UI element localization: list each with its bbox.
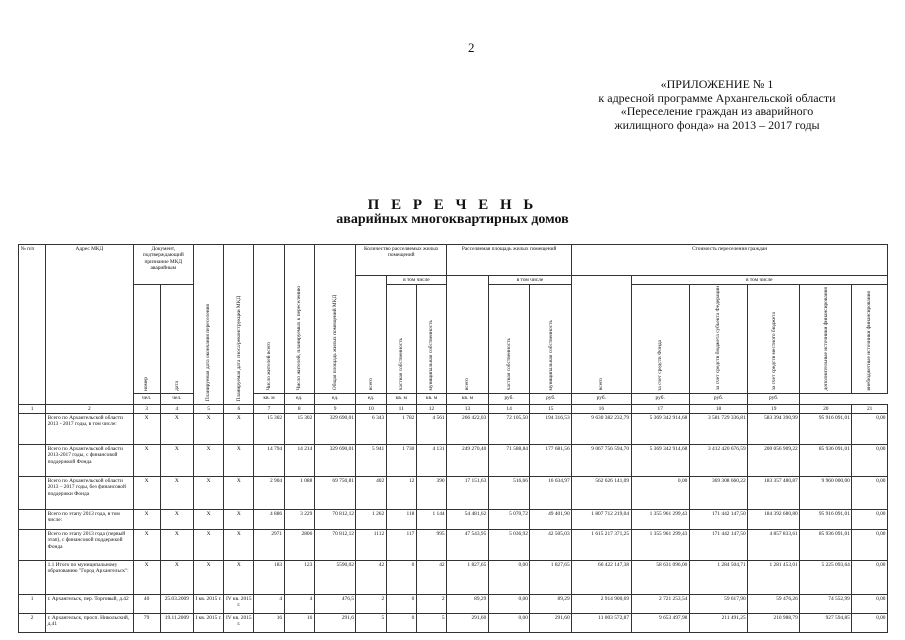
table-cell: Всего по Архангельской области 2013-2017 годы, с финансовой поддержкой Фонда	[46, 444, 134, 476]
table-cell: X	[224, 476, 254, 509]
table-cell: 2 721 253,54	[631, 594, 689, 613]
header-cost-fund: за счет средств Фонда	[631, 285, 689, 393]
table-cell: 194 316,53	[530, 413, 572, 444]
table-cell: 1 355 961 299,43	[631, 529, 689, 560]
table-cell: 1 262	[356, 509, 386, 529]
table-cell: 0,00	[852, 476, 888, 509]
table-row	[19, 509, 888, 529]
table-cell: г. Архангельск, пер. Торговый, д.42	[46, 594, 134, 613]
table-cell: X	[133, 476, 160, 509]
column-number-cell: 4	[160, 404, 193, 413]
unit-cell: кв. м	[254, 393, 284, 404]
table-cell: 5 225 093,64	[800, 560, 852, 594]
table-cell: 4 561	[416, 413, 446, 444]
column-number-cell: 1	[19, 404, 46, 413]
table-cell: 16	[254, 613, 284, 632]
table-cell: 0	[386, 613, 416, 632]
table-cell: Всего по Архангельской области 2013 – 2017 годы, без финансовой поддержки Фонда	[46, 476, 134, 509]
table-cell: X	[133, 444, 160, 476]
table-cell: 5 369 342 914,68	[631, 413, 689, 444]
header-premises-total: всего	[356, 276, 386, 394]
table-cell: 211 491,25	[689, 613, 747, 632]
table-cell: 59 617,90	[689, 594, 747, 613]
table-cell: 2 904	[254, 476, 284, 509]
table-cell: 72 105,50	[488, 413, 530, 444]
table-cell: X	[133, 413, 160, 444]
table-cell: 0,00	[852, 529, 888, 560]
table-cell: 69 750,81	[314, 476, 356, 509]
unit-cell: руб.	[488, 393, 530, 404]
table-cell: 47 543,95	[447, 529, 489, 560]
table-cell: 0,00	[852, 594, 888, 613]
column-number-cell: 3	[133, 404, 160, 413]
table-cell: 89,29	[530, 594, 572, 613]
table-cell: 95 916 091,01	[800, 509, 852, 529]
header-cost-total: всего	[572, 276, 631, 394]
table-cell: 200 056 909,22	[748, 444, 800, 476]
table-cell: X	[160, 444, 193, 476]
table-cell: г. Архангельск, просп. Никольский, д.41	[46, 613, 134, 632]
table-cell: X	[193, 413, 223, 444]
table-cell: 0,00	[631, 476, 689, 509]
table-cell: 0	[386, 594, 416, 613]
document-subtitle: аварийных многоквартирных домов	[336, 212, 569, 227]
table-cell: 58 631 096,00	[631, 560, 689, 594]
table-cell: 1 284 504,71	[689, 560, 747, 594]
column-number-cell: 5	[193, 404, 223, 413]
table-cell: 177 681,56	[530, 444, 572, 476]
table-cell: 476,5	[314, 594, 356, 613]
column-number-row	[19, 404, 888, 413]
table-cell: 19.11.2009	[160, 613, 193, 632]
table-cell: 71 588,84	[488, 444, 530, 476]
table-cell: 66 422 147,38	[572, 560, 631, 594]
table-cell: 5 941	[356, 444, 386, 476]
table-cell: 183 357 480,87	[748, 476, 800, 509]
table-cell	[19, 444, 46, 476]
table-cell: 89,29	[447, 594, 489, 613]
table-cell: 183	[254, 560, 284, 594]
column-number-cell: 19	[748, 404, 800, 413]
header-doc-number: номер	[133, 285, 160, 393]
column-number-cell: 18	[689, 404, 747, 413]
header-area-total-2: всего	[447, 276, 489, 394]
table-row	[19, 613, 888, 632]
table-cell: 14 794	[254, 444, 284, 476]
table-cell: 291,60	[447, 613, 489, 632]
table-cell: 3 581 729 336,81	[689, 413, 747, 444]
table-cell: 516,66	[488, 476, 530, 509]
header-cost-incl: в том числе	[631, 276, 887, 285]
appendix-header	[567, 78, 867, 132]
table-cell: 291,6	[314, 613, 356, 632]
table-cell: 210 988,79	[748, 613, 800, 632]
header-area-resettled: Расселяемая площадь жилых помещений	[447, 245, 572, 276]
table-cell: X	[133, 529, 160, 560]
table-cell: 12	[386, 476, 416, 509]
table-cell: 11 003 572,87	[572, 613, 631, 632]
table-cell: 171 442 147,50	[689, 529, 747, 560]
table-cell: 5 070,72	[488, 509, 530, 529]
header-planned-demolition: Планируемая дата сноса/реконструкции МКД	[224, 245, 254, 405]
table-cell: 70 812,12	[314, 509, 356, 529]
table-cell: 1 615 217 371,25	[572, 529, 631, 560]
table-cell: 117	[386, 529, 416, 560]
table-cell: 1 088	[284, 476, 314, 509]
unit-cell: руб.	[689, 393, 747, 404]
column-number-cell: 15	[530, 404, 572, 413]
table-cell: 329 690,01	[314, 444, 356, 476]
table-cell: 42	[416, 560, 446, 594]
header-area-municipal: муниципальная собственность	[530, 285, 572, 393]
header-cost-regional: за счет средств бюджета субъекта Федерации	[689, 285, 747, 393]
table-cell: 291,60	[530, 613, 572, 632]
column-number-cell: 2	[46, 404, 134, 413]
table-cell: X	[160, 509, 193, 529]
table-row	[19, 560, 888, 594]
table-cell: 9 067 756 594,70	[572, 444, 631, 476]
header-residents-total: Число жителей всего	[254, 245, 284, 394]
table-cell: Всего по Архангельской области 2013 - 2017 годы, в том числе:	[46, 413, 134, 444]
table-cell: I кв. 2015 г.	[193, 594, 223, 613]
table-cell: 583 394 390,99	[748, 413, 800, 444]
header-premises-count: Количество расселяемых жилых помещений	[356, 245, 447, 276]
table-cell: 2806	[284, 529, 314, 560]
table-cell: 74 552,99	[800, 594, 852, 613]
table-cell: 0,00	[488, 613, 530, 632]
table-cell: 15 302	[254, 413, 284, 444]
table-cell: 17 151,63	[447, 476, 489, 509]
table-cell: 390	[416, 476, 446, 509]
table-cell: 1	[19, 594, 46, 613]
table-cell: 3 412 420 676,59	[689, 444, 747, 476]
buildings-table	[18, 244, 888, 633]
table-cell: 85 936 091,01	[800, 529, 852, 560]
header-premises-municipal: муниципальная собственность	[416, 285, 446, 393]
unit-cell: чел.	[160, 393, 193, 404]
table-cell: 2	[356, 594, 386, 613]
unit-cell: кв. м	[416, 393, 446, 404]
table-cell	[19, 509, 46, 529]
table-cell: 0,00	[852, 613, 888, 632]
table-cell: 49 401,90	[530, 509, 572, 529]
table-cell: 0,00	[852, 444, 888, 476]
table-cell: 0,00	[852, 509, 888, 529]
table-cell: 16 634,97	[530, 476, 572, 509]
table-cell: 15 302	[284, 413, 314, 444]
column-number-cell: 14	[488, 404, 530, 413]
table-cell: X	[193, 444, 223, 476]
table-cell	[19, 529, 46, 560]
table-cell: 5	[416, 613, 446, 632]
header-address: Адрес МКД	[46, 245, 134, 405]
table-cell: X	[193, 476, 223, 509]
table-cell: 1 281 453,01	[748, 560, 800, 594]
table-cell: IV кв. 2015 г.	[224, 594, 254, 613]
table-cell: X	[193, 560, 223, 594]
column-number-cell: 17	[631, 404, 689, 413]
header-planned-relocation: Планируемая дата окончания переселения	[193, 245, 223, 405]
column-number-cell: 7	[254, 404, 284, 413]
table-cell: 5590,02	[314, 560, 356, 594]
table-cell: Всего по этапу 2013 года, в том числе:	[46, 509, 134, 529]
table-cell: 54 481,62	[447, 509, 489, 529]
table-cell	[19, 413, 46, 444]
unit-cell: руб.	[572, 393, 631, 404]
table-row	[19, 476, 888, 509]
table-row	[19, 529, 888, 560]
table-row	[19, 594, 888, 613]
table-cell: Всего по этапу 2013 года (первый этап), с финансовой поддержкой Фонда	[46, 529, 134, 560]
table-cell: 1112	[356, 529, 386, 560]
table-cell: 5	[356, 613, 386, 632]
column-number-cell: 8	[284, 404, 314, 413]
table-cell: 9 653 497,98	[631, 613, 689, 632]
unit-cell: кв. м	[447, 393, 489, 404]
table-cell: 1 782	[386, 413, 416, 444]
table-cell: 1 355 961 299,43	[631, 509, 689, 529]
table-cell: 1 730	[386, 444, 416, 476]
table-cell: 0,00	[852, 560, 888, 594]
table-cell: 5 369 342 914,68	[631, 444, 689, 476]
table-cell: 40	[133, 594, 160, 613]
table-cell: 0,00	[852, 413, 888, 444]
appendix-line-3: «Переселение граждан из аварийного	[620, 104, 814, 118]
table-cell: 118	[386, 509, 416, 529]
table-cell: 927 594,85	[800, 613, 852, 632]
table-cell: 42 505,03	[530, 529, 572, 560]
table-cell: 1 144	[416, 509, 446, 529]
header-doc-date: дата	[160, 285, 193, 393]
table-row	[19, 444, 888, 476]
unit-cell: чел.	[133, 393, 160, 404]
table-cell: 562 626 141,09	[572, 476, 631, 509]
table-cell: X	[224, 509, 254, 529]
appendix-line-2: к адресной программе Архангельской области	[598, 90, 836, 105]
table-cell: 0,00	[488, 594, 530, 613]
appendix-line-1: «ПРИЛОЖЕНИЕ № 1	[660, 77, 774, 91]
table-cell: X	[133, 509, 160, 529]
table-cell: 184 392 680,80	[748, 509, 800, 529]
table-cell: 85 936 091,01	[800, 444, 852, 476]
table-cell: 1 827,65	[447, 560, 489, 594]
table-cell: 9 960 000,00	[800, 476, 852, 509]
table-cell: 2 914 900,69	[572, 594, 631, 613]
table-cell: 70 812,12	[314, 529, 356, 560]
table-cell: 2971	[254, 529, 284, 560]
table-cell: 42	[356, 560, 386, 594]
header-cost-extra: дополнительные источники финансирования	[800, 285, 852, 393]
header-residents-planned: Число жителей, планируемых к переселению	[284, 245, 314, 394]
column-number-cell: 6	[224, 404, 254, 413]
table-cell	[19, 476, 46, 509]
unit-cell: ед.	[314, 393, 356, 404]
column-number-cell: 16	[572, 404, 631, 413]
appendix-line-4: жилищного фонда» на 2013 – 2017 годы	[614, 117, 820, 132]
column-number-cell: 13	[447, 404, 489, 413]
page-number: 2	[468, 40, 475, 55]
table-cell: X	[133, 560, 160, 594]
header-area-total: Общая площадь жилых помещений МКД	[314, 245, 356, 394]
table-row	[19, 413, 888, 444]
unit-cell: ед.	[284, 393, 314, 404]
unit-cell: ед.	[356, 393, 386, 404]
table-cell: 2	[416, 594, 446, 613]
table-cell: X	[224, 560, 254, 594]
table-cell: 0,00	[488, 560, 530, 594]
column-number-cell: 11	[386, 404, 416, 413]
table-cell	[19, 560, 46, 594]
table-cell: X	[160, 476, 193, 509]
table-cell: 4 857 833,61	[748, 529, 800, 560]
table-cell: 123	[284, 560, 314, 594]
table-cell: X	[224, 413, 254, 444]
column-number-cell: 10	[356, 404, 386, 413]
table-cell: 266 422,03	[447, 413, 489, 444]
unit-cell: руб.	[631, 393, 689, 404]
column-number-cell: 20	[800, 404, 852, 413]
table-cell: 14 214	[284, 444, 314, 476]
header-num: № п/п	[19, 245, 46, 405]
column-number-cell: 21	[852, 404, 888, 413]
unit-cell: руб.	[530, 393, 572, 404]
table-cell: X	[193, 509, 223, 529]
table-cell: 16	[284, 613, 314, 632]
header-cost-nonbudget: внебюджетные источники финансирования	[852, 285, 888, 393]
header-premises-incl: в том числе	[386, 276, 446, 285]
table-cell: 4 886	[254, 509, 284, 529]
table-cell: 79	[133, 613, 160, 632]
table-cell: 6 343	[356, 413, 386, 444]
table-cell: 171 442 147,50	[689, 509, 747, 529]
table-cell: 3 229	[284, 509, 314, 529]
table-cell: 4	[284, 594, 314, 613]
column-number-cell: 9	[314, 404, 356, 413]
table-cell: 369 308 660,22	[689, 476, 747, 509]
table-cell: I кв. 2015 г.	[193, 613, 223, 632]
header-area-private: частная собственность	[488, 285, 530, 393]
table-cell: 249 270,40	[447, 444, 489, 476]
unit-cell: кв. м	[386, 393, 416, 404]
table-cell: 1 827,65	[530, 560, 572, 594]
header-cost: Стоимость переселения граждан	[572, 245, 888, 276]
table-cell: 95 916 091,01	[800, 413, 852, 444]
header-area-incl: в том числе	[488, 276, 571, 285]
table-cell: X	[224, 444, 254, 476]
header-premises-private: частная собственность	[386, 285, 416, 393]
document-title: П Е Р Е Ч Е Н Ь	[367, 197, 538, 213]
table-cell: 4	[254, 594, 284, 613]
header-cost-local: за счет средств местного бюджета	[748, 285, 800, 393]
table-cell: 25.03.2009	[160, 594, 193, 613]
table-cell: 1 807 712 219,04	[572, 509, 631, 529]
table-cell: X	[193, 529, 223, 560]
table-cell: X	[160, 413, 193, 444]
table-cell: X	[160, 560, 193, 594]
table-cell: 4 131	[416, 444, 446, 476]
unit-cell: руб.	[748, 393, 800, 404]
table-cell: 329 690,01	[314, 413, 356, 444]
table-cell: 0	[386, 560, 416, 594]
table-cell: 402	[356, 476, 386, 509]
header-document: Документ, подтверждающий признание МКД аварийным	[133, 245, 193, 285]
table-cell: IV кв. 2015 г.	[224, 613, 254, 632]
table-cell: 9 630 382 232,79	[572, 413, 631, 444]
table-cell: 1.1 Итого по муниципальному образованию "Город Архангельск":	[46, 560, 134, 594]
table-cell: 59 476,26	[748, 594, 800, 613]
table-cell: X	[224, 529, 254, 560]
table-cell: 2	[19, 613, 46, 632]
table-cell: X	[160, 529, 193, 560]
column-number-cell: 12	[416, 404, 446, 413]
table-cell: 5 036,92	[488, 529, 530, 560]
table-cell: 995	[416, 529, 446, 560]
